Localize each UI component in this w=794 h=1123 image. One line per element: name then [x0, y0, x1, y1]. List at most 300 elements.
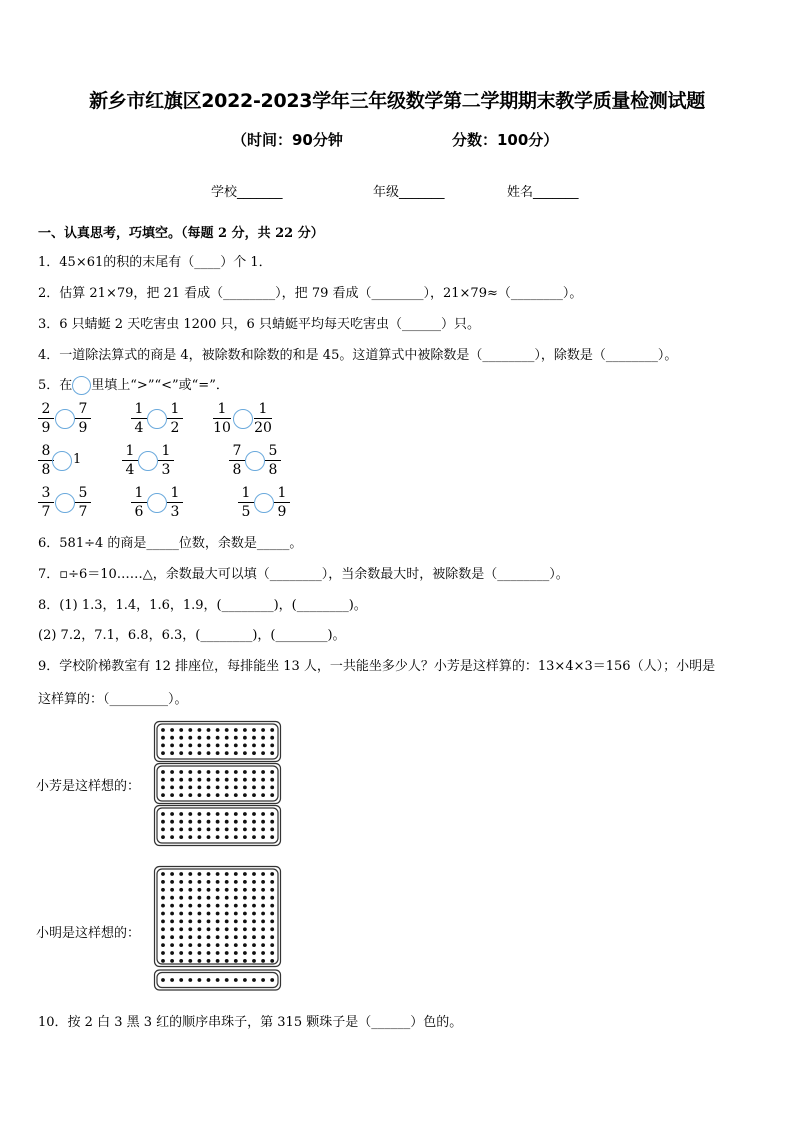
- dot: [161, 888, 165, 892]
- dot: [170, 812, 174, 816]
- dot: [179, 820, 183, 824]
- dot: [261, 888, 265, 892]
- dot: [161, 978, 165, 982]
- dot: [270, 978, 274, 982]
- fraction: $\frac{1}{3}$: [158, 442, 174, 479]
- dot: [225, 736, 229, 740]
- dot: [225, 872, 229, 876]
- question-4: 4．一道除法算式的商是 4，被除数和除数的和是 45。这道算式中被除数是（________），除数是（________）。: [38, 348, 678, 363]
- dot: [207, 835, 211, 839]
- dot: [179, 744, 183, 748]
- dot: [179, 793, 183, 797]
- dot: [225, 820, 229, 824]
- dot: [243, 786, 247, 790]
- dot: [225, 888, 229, 892]
- exam-score: 分数：100分）: [452, 131, 559, 149]
- dot: [198, 978, 202, 982]
- school-field: 学校_______: [211, 185, 283, 200]
- dot: [161, 880, 165, 884]
- dot: [216, 736, 220, 740]
- dot: [207, 778, 211, 782]
- dot: [207, 793, 211, 797]
- question-5-suffix: 里填上“>”“<”或“=”．: [91, 378, 229, 393]
- dot: [170, 872, 174, 876]
- dot: [234, 728, 238, 732]
- fraction: $\frac{7}{8}$: [229, 442, 245, 479]
- dot: [179, 751, 183, 755]
- question-2: 2．估算 21×79，把 21 看成（________），把 79 看成（________），21×79≈（________）。: [38, 286, 583, 301]
- dot: [161, 820, 165, 824]
- dot: [170, 935, 174, 939]
- dot: [188, 828, 192, 832]
- dot: [252, 835, 256, 839]
- dot: [198, 927, 202, 931]
- dot: [261, 959, 265, 963]
- question-5-prefix: 5．在: [38, 378, 73, 393]
- dot: [234, 828, 238, 832]
- dot: [234, 770, 238, 774]
- dot: [198, 728, 202, 732]
- dot: [270, 736, 274, 740]
- dot: [161, 872, 165, 876]
- dot: [198, 896, 202, 900]
- dot: [161, 912, 165, 916]
- dot: [188, 793, 192, 797]
- dot: [234, 904, 238, 908]
- question-3: 3．6 只蜻蜓 2 天吃害虫 1200 只，6 只蜻蜓平均每天吃害虫（______）只。: [38, 317, 480, 332]
- dot: [270, 872, 274, 876]
- xiaoming-dot-diagram: [154, 866, 282, 991]
- dot: [261, 951, 265, 955]
- dot: [243, 978, 247, 982]
- dot: [216, 943, 220, 947]
- dot: [252, 959, 256, 963]
- dot: [198, 935, 202, 939]
- dot: [261, 778, 265, 782]
- dot: [252, 896, 256, 900]
- fraction: $\frac{1}{5}$: [238, 484, 254, 521]
- dot: [216, 912, 220, 916]
- fraction: $\frac{1}{10}$: [213, 401, 231, 436]
- dot: [243, 820, 247, 824]
- circle-blank-icon: [72, 376, 91, 395]
- dot: [225, 828, 229, 832]
- dot: [207, 736, 211, 740]
- dot: [170, 943, 174, 947]
- dot: [188, 927, 192, 931]
- comparison-circle[interactable]: [55, 409, 75, 429]
- dot: [261, 872, 265, 876]
- dot: [170, 912, 174, 916]
- dot: [198, 778, 202, 782]
- exam-time: （时间：90分钟: [232, 131, 343, 149]
- dot: [243, 927, 247, 931]
- dot: [216, 872, 220, 876]
- dot: [234, 978, 238, 982]
- dot: [161, 835, 165, 839]
- dot: [243, 872, 247, 876]
- dot: [252, 935, 256, 939]
- dot: [261, 793, 265, 797]
- dot: [188, 728, 192, 732]
- comparison-circle[interactable]: [52, 451, 72, 471]
- dot: [243, 812, 247, 816]
- dot: [261, 896, 265, 900]
- dot: [225, 951, 229, 955]
- dot: [234, 912, 238, 916]
- dot: [170, 896, 174, 900]
- dot: [252, 744, 256, 748]
- dot: [225, 912, 229, 916]
- dot: [161, 778, 165, 782]
- dot: [216, 935, 220, 939]
- dot: [261, 904, 265, 908]
- dot: [225, 904, 229, 908]
- dot: [198, 872, 202, 876]
- dot: [252, 872, 256, 876]
- grade-field: 年级_______: [373, 185, 445, 200]
- dot: [234, 872, 238, 876]
- dot: [198, 793, 202, 797]
- comparison-circle[interactable]: [233, 409, 253, 429]
- dot: [216, 920, 220, 924]
- dot: [207, 959, 211, 963]
- dot: [234, 835, 238, 839]
- dot: [234, 951, 238, 955]
- dot: [188, 896, 192, 900]
- question-9-line-1: 9．学校阶梯教室有 12 排座位，每排能坐 13 人，一共能坐多少人？小芳是这样算的：13×4×3＝156（人）；小明是: [38, 659, 716, 674]
- dot: [225, 793, 229, 797]
- dot: [270, 744, 274, 748]
- dot: [225, 835, 229, 839]
- dot: [179, 935, 183, 939]
- dot: [207, 935, 211, 939]
- dot: [234, 880, 238, 884]
- dot: [207, 951, 211, 955]
- question-7: 7．▫÷6＝10……△，余数最大可以填（________），当余数最大时，被除数是（________）。: [38, 567, 569, 582]
- dot: [216, 888, 220, 892]
- dot: [261, 943, 265, 947]
- comparison-circle[interactable]: [138, 451, 158, 471]
- fraction: $\frac{1}{3}$: [167, 484, 183, 521]
- dot: [243, 880, 247, 884]
- dot: [207, 943, 211, 947]
- dot: [207, 728, 211, 732]
- section-heading: 一、认真思考，巧填空。（每题 2 分，共 22 分）: [38, 226, 324, 241]
- xiaofang-caption: 小芳是这样想的：: [36, 779, 141, 794]
- dot: [188, 904, 192, 908]
- dot: [270, 835, 274, 839]
- dot: [170, 978, 174, 982]
- dot: [179, 880, 183, 884]
- dot: [188, 951, 192, 955]
- dot: [216, 951, 220, 955]
- dot: [243, 793, 247, 797]
- dot: [207, 751, 211, 755]
- dot: [270, 896, 274, 900]
- dot: [179, 896, 183, 900]
- dot: [207, 896, 211, 900]
- dot: [179, 904, 183, 908]
- dot: [179, 828, 183, 832]
- dot: [179, 920, 183, 924]
- dot: [170, 778, 174, 782]
- fraction: $\frac{1}{20}$: [254, 401, 272, 436]
- dot: [270, 828, 274, 832]
- dot: [234, 959, 238, 963]
- dot: [261, 927, 265, 931]
- dot: [161, 770, 165, 774]
- dot: [252, 880, 256, 884]
- dot: [216, 835, 220, 839]
- fraction: $\frac{1}{4}$: [131, 400, 147, 437]
- dot: [198, 951, 202, 955]
- dot: [161, 786, 165, 790]
- dot: [252, 812, 256, 816]
- dot: [225, 896, 229, 900]
- question-5: [38, 374, 229, 395]
- dot: [252, 793, 256, 797]
- fraction: $\frac{1}{2}$: [167, 400, 183, 437]
- dot: [216, 786, 220, 790]
- comparison-circle[interactable]: [147, 409, 167, 429]
- dot: [225, 751, 229, 755]
- dot: [188, 736, 192, 740]
- dot: [207, 812, 211, 816]
- dot: [261, 835, 265, 839]
- question-8-part-2: (2) 7.2，7.1，6.8，6.3，(________)，(________)。: [38, 628, 346, 643]
- dot: [198, 920, 202, 924]
- dot: [198, 770, 202, 774]
- dot: [234, 744, 238, 748]
- xiaofang-dot-diagram: [154, 721, 282, 847]
- dot: [207, 872, 211, 876]
- dot: [188, 935, 192, 939]
- dot: [234, 920, 238, 924]
- dot: [270, 951, 274, 955]
- dot: [207, 927, 211, 931]
- dot: [234, 736, 238, 740]
- dot: [243, 959, 247, 963]
- dot: [225, 927, 229, 931]
- dot: [225, 770, 229, 774]
- dot: [216, 770, 220, 774]
- comparison-circle[interactable]: [147, 493, 167, 513]
- dot: [252, 951, 256, 955]
- dot: [252, 912, 256, 916]
- dot: [170, 888, 174, 892]
- comparison-circle[interactable]: [55, 493, 75, 513]
- dot: [170, 728, 174, 732]
- dot: [270, 927, 274, 931]
- dot: [198, 786, 202, 790]
- dot: [261, 812, 265, 816]
- dot: [225, 978, 229, 982]
- dot: [207, 978, 211, 982]
- dot: [179, 943, 183, 947]
- dot: [170, 828, 174, 832]
- dot: [216, 904, 220, 908]
- dot: [234, 888, 238, 892]
- dot: [216, 959, 220, 963]
- dot: [179, 812, 183, 816]
- dot: [252, 728, 256, 732]
- dot: [234, 896, 238, 900]
- dot: [161, 728, 165, 732]
- dot: [216, 896, 220, 900]
- fraction: $\frac{1}{6}$: [131, 484, 147, 521]
- dot: [216, 927, 220, 931]
- dot: [207, 880, 211, 884]
- dot: [198, 912, 202, 916]
- dot: [179, 978, 183, 982]
- dot: [179, 959, 183, 963]
- dot: [270, 770, 274, 774]
- dot: [198, 888, 202, 892]
- dot: [234, 786, 238, 790]
- dot: [225, 943, 229, 947]
- dot: [252, 828, 256, 832]
- dot: [252, 927, 256, 931]
- dot: [243, 728, 247, 732]
- dot: [207, 920, 211, 924]
- dot: [179, 728, 183, 732]
- dot: [179, 888, 183, 892]
- dot: [270, 943, 274, 947]
- dot: [270, 793, 274, 797]
- fraction: $\frac{8}{8}$: [38, 442, 54, 479]
- dot: [207, 744, 211, 748]
- dot: [198, 820, 202, 824]
- dot: [170, 951, 174, 955]
- dot: [170, 835, 174, 839]
- dot: [216, 812, 220, 816]
- dot: [198, 812, 202, 816]
- dot: [216, 880, 220, 884]
- dot: [252, 751, 256, 755]
- dot: [270, 959, 274, 963]
- dot: [243, 736, 247, 740]
- dot: [207, 786, 211, 790]
- dot: [207, 912, 211, 916]
- dot: [179, 736, 183, 740]
- dot: [188, 978, 192, 982]
- dot: [188, 751, 192, 755]
- dot: [270, 778, 274, 782]
- dot: [252, 978, 256, 982]
- dot: [216, 978, 220, 982]
- dot: [252, 786, 256, 790]
- dot: [216, 728, 220, 732]
- dot: [261, 912, 265, 916]
- dot: [161, 828, 165, 832]
- dot: [207, 770, 211, 774]
- dot: [198, 744, 202, 748]
- dot: [261, 820, 265, 824]
- dot: [243, 835, 247, 839]
- dot: [252, 770, 256, 774]
- dot: [225, 744, 229, 748]
- dot: [188, 912, 192, 916]
- comparison-circle[interactable]: [245, 451, 265, 471]
- dot: [170, 927, 174, 931]
- dot: [179, 912, 183, 916]
- dot: [243, 912, 247, 916]
- fraction: $\frac{5}{7}$: [75, 484, 91, 521]
- dot: [179, 835, 183, 839]
- dot: [225, 778, 229, 782]
- dot: [243, 778, 247, 782]
- dot: [207, 888, 211, 892]
- dot: [243, 896, 247, 900]
- dot: [179, 927, 183, 931]
- dot: [225, 935, 229, 939]
- dot: [270, 880, 274, 884]
- dot: [252, 943, 256, 947]
- comparison-circle[interactable]: [254, 493, 274, 513]
- dot: [161, 959, 165, 963]
- dot: [243, 943, 247, 947]
- dot: [225, 880, 229, 884]
- dot: [198, 751, 202, 755]
- dot: [207, 820, 211, 824]
- dot: [234, 820, 238, 824]
- dot: [198, 828, 202, 832]
- dot: [270, 786, 274, 790]
- dot: [216, 793, 220, 797]
- dot: [161, 736, 165, 740]
- dot: [179, 778, 183, 782]
- dot: [234, 943, 238, 947]
- fraction: $\frac{2}{9}$: [38, 400, 54, 437]
- dot: [216, 828, 220, 832]
- dot: [234, 812, 238, 816]
- dot: [161, 793, 165, 797]
- dot: [243, 744, 247, 748]
- fraction: $\frac{1}{4}$: [122, 442, 138, 479]
- dot: [207, 828, 211, 832]
- dot: [234, 927, 238, 931]
- dot: [225, 786, 229, 790]
- dot: [261, 828, 265, 832]
- dot: [188, 880, 192, 884]
- dot: [161, 943, 165, 947]
- dot: [161, 744, 165, 748]
- dot: [261, 880, 265, 884]
- dot: [161, 935, 165, 939]
- dot: [225, 728, 229, 732]
- dot: [261, 728, 265, 732]
- dot: [188, 888, 192, 892]
- question-9-line-2: 这样算的：（_________）。: [38, 692, 188, 707]
- dot: [270, 728, 274, 732]
- dot: [161, 927, 165, 931]
- dot: [261, 920, 265, 924]
- dot: [243, 828, 247, 832]
- dot: [234, 935, 238, 939]
- dot: [261, 786, 265, 790]
- dot: [179, 786, 183, 790]
- dot: [216, 820, 220, 824]
- dot: [198, 959, 202, 963]
- dot: [188, 943, 192, 947]
- dot: [207, 904, 211, 908]
- dot: [261, 744, 265, 748]
- dot: [161, 896, 165, 900]
- dot: [188, 820, 192, 824]
- dot: [188, 770, 192, 774]
- dot: [252, 820, 256, 824]
